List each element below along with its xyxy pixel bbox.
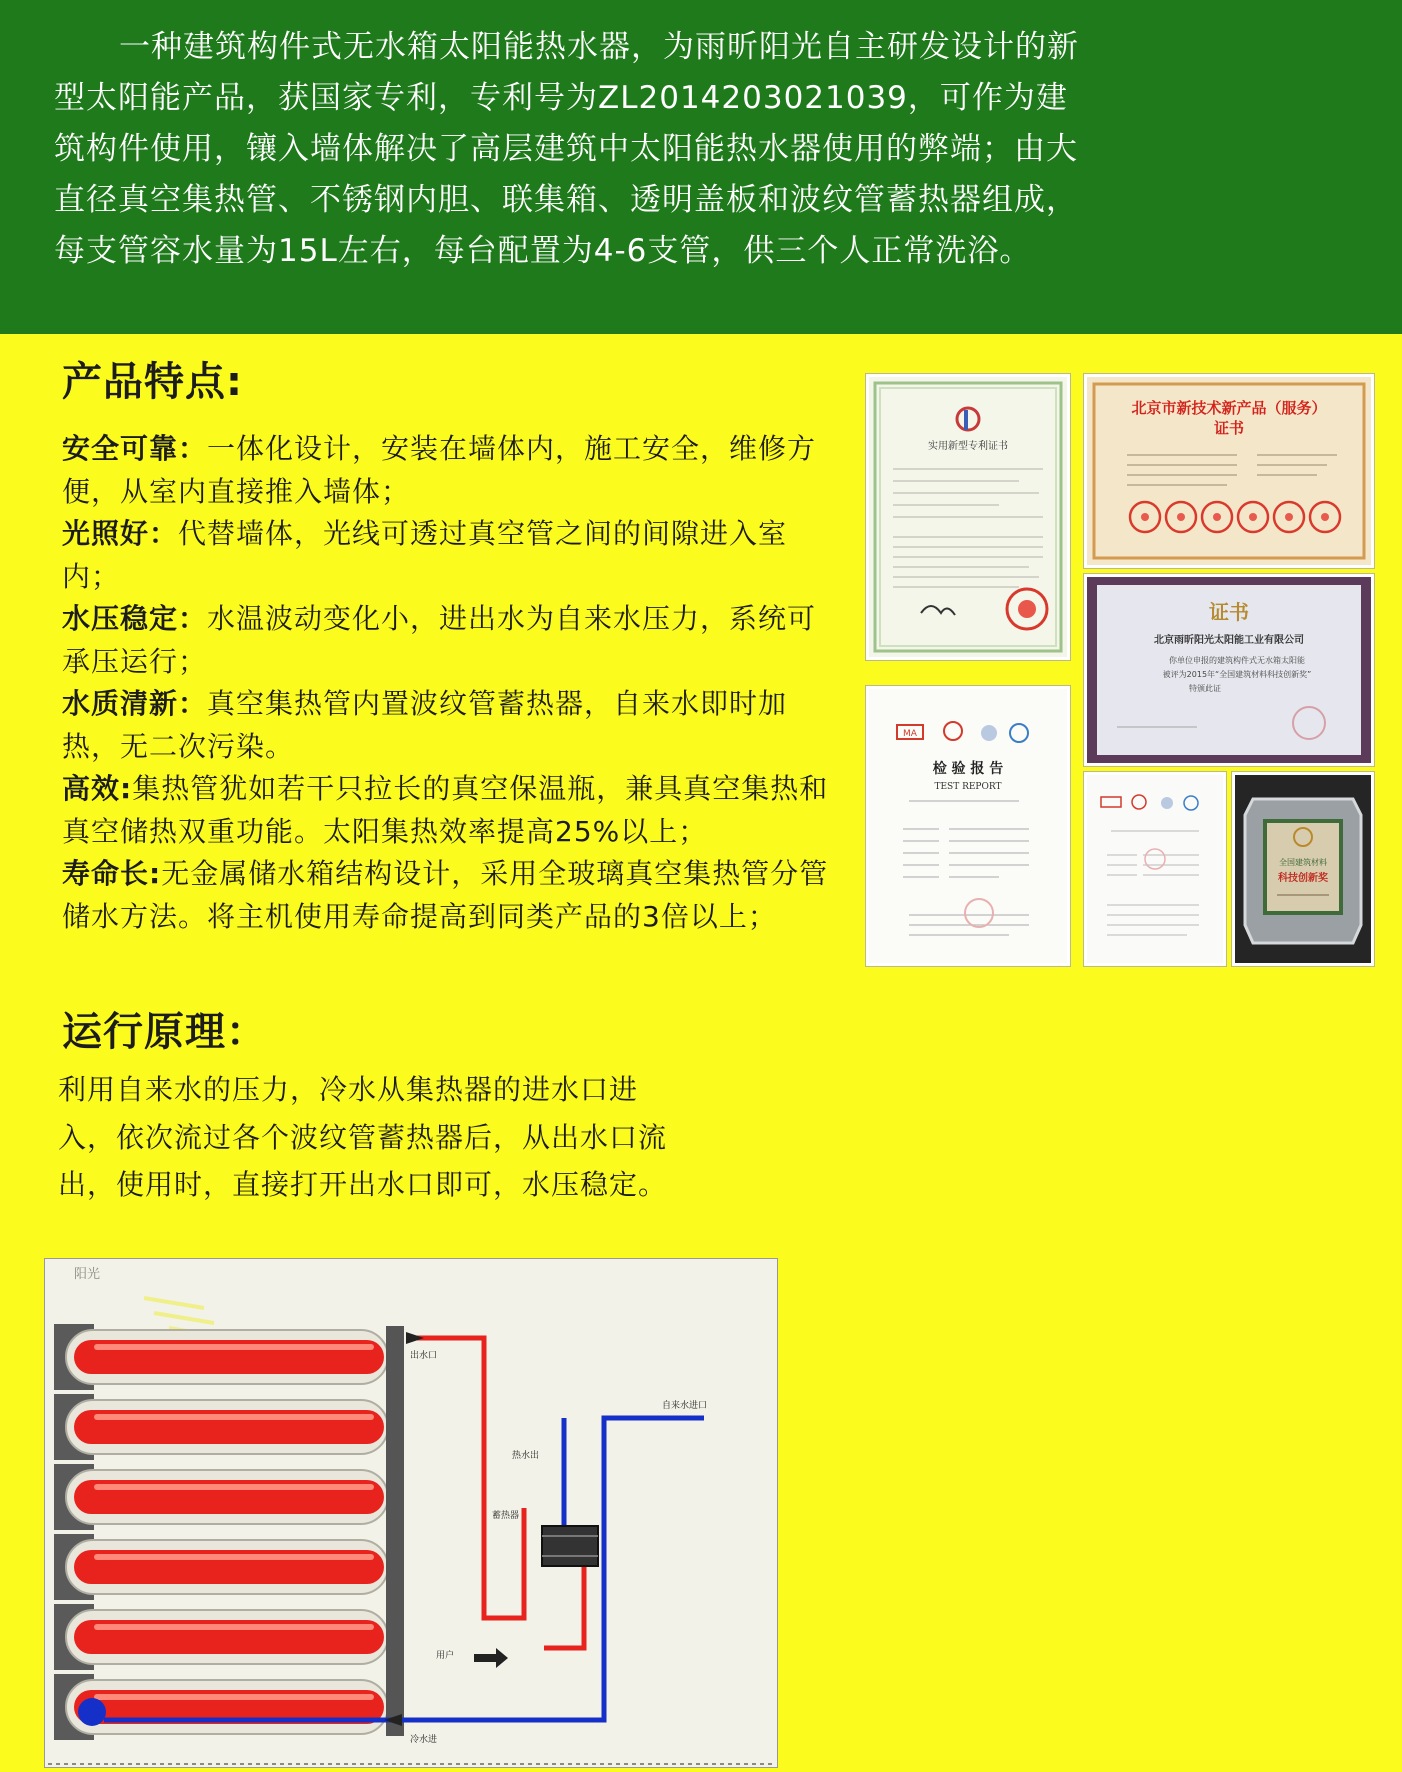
feature-label: 水压稳定： [62, 602, 208, 635]
feature-text: 集热管犹如若干只拉长的真空保温瓶，兼具真空集热和真空储热双重功能。太阳集热效率提高25%以上； [62, 772, 829, 848]
inlet-label: 自来水进口 [662, 1401, 708, 1411]
feature-label: 安全可靠： [62, 432, 208, 465]
award-certificate [1084, 574, 1374, 766]
storage-label: 蓄热器 [492, 1511, 520, 1521]
cold-inlet-icon [78, 1698, 106, 1726]
hot-label: 热水出 [512, 1451, 540, 1461]
intro-banner [0, 0, 1402, 334]
ilac-logo-icon [1161, 797, 1173, 809]
storage-heater-icon [542, 1526, 598, 1566]
feature-item [62, 687, 787, 763]
feature-label: 光照好： [62, 517, 179, 550]
feature-item [62, 517, 787, 593]
user-label: 用户 [436, 1651, 455, 1661]
cold-label: 冷水进 [410, 1735, 438, 1745]
outlet-label: 出水口 [410, 1351, 438, 1361]
feature-text: 无金属储水箱结构设计，采用全玻璃真空集热管分管储水方法。将主机使用寿命提高到同类产品的3倍以上； [62, 857, 829, 933]
feature-label: 水质清新： [62, 687, 208, 720]
svg-text:MA: MA [903, 729, 917, 739]
test-report-certificate [866, 686, 1070, 966]
feature-item [62, 772, 828, 848]
feature-label: 寿命长: [62, 857, 162, 890]
award-line-2: 被评为2015年“全国建筑材料科技创新奖” [1162, 670, 1312, 679]
operation-diagram [44, 1258, 778, 1768]
tube-highlight [94, 1624, 374, 1630]
features-heading: 产品特点: [62, 359, 243, 405]
award-plaque [1232, 772, 1374, 966]
award-company: 北京雨昕阳光太阳能工业有限公司 [1154, 635, 1304, 646]
feature-item [62, 857, 828, 933]
report-title: 检 验 报 告 [932, 761, 1004, 777]
patent-title: 实用新型专利证书 [928, 441, 1008, 452]
tube-highlight [94, 1554, 374, 1560]
tube-highlight [94, 1484, 374, 1490]
manifold [386, 1326, 404, 1736]
award-title: 证书 [1209, 600, 1249, 624]
beijing-cert-title: 北京市新技术新产品（服务） [1131, 399, 1327, 417]
beijing-cert-subtitle: 证书 [1213, 419, 1245, 437]
tube-highlight [94, 1344, 374, 1350]
feature-item [62, 432, 816, 508]
report-subtitle: TEST REPORT [934, 782, 1002, 792]
features-list [62, 428, 842, 938]
ilac-logo-icon [981, 725, 997, 741]
small-report-certificate [1084, 772, 1226, 966]
principle-text: 利用自来水的压力，冷水从集热器的进水口进入，依次流过各个波纹管蓄热器后，从出水口流出，使用时，直接打开出水口即可，水压稳定。 [58, 1073, 668, 1201]
feature-text: 一体化设计，安装在墙体内，施工安全，维修方便，从室内直接推入墙体； [62, 432, 817, 508]
award-line-3: 特颁此证 [1189, 684, 1221, 693]
beijing-new-product-certificate [1084, 374, 1374, 568]
plaque-line-1: 全国建筑材料 [1279, 858, 1327, 867]
feature-item [62, 602, 816, 678]
feature-text: 代替墙体，光线可透过真空管之间的间隙进入室内； [62, 517, 788, 593]
feature-label: 高效: [62, 772, 133, 805]
tube-highlight [94, 1694, 374, 1700]
award-line-1: 你单位申报的建筑构件式无水箱太阳能 [1169, 656, 1305, 665]
feature-text: 水温波动变化小，进出水为自来水压力，系统可承压运行； [62, 602, 817, 678]
sun-label: 阳光 [74, 1267, 101, 1282]
patent-certificate [866, 374, 1070, 660]
principle-heading: 运行原理： [62, 1009, 267, 1055]
plaque-line-2: 科技创新奖 [1278, 873, 1328, 884]
feature-text: 真空集热管内置波纹管蓄热器，自来水即时加热，无二次污染。 [62, 687, 788, 763]
intro-text: 一种建筑构件式无水箱太阳能热水器，为雨昕阳光自主研发设计的新型太阳能产品，获国家专利，专利号为ZL2014203021039，可作为建筑构件使用，镶入墙体解决了高层建筑中太阳能热水器使用的弊端；由大直径真空集热管、不锈钢内胆、联集箱、透明盖板和波纹管蓄热器组成，每支管容水量为15L左右，每台配置为4-6支管，供三个人正常洗浴。 [54, 29, 1079, 269]
tube-highlight [94, 1414, 374, 1420]
